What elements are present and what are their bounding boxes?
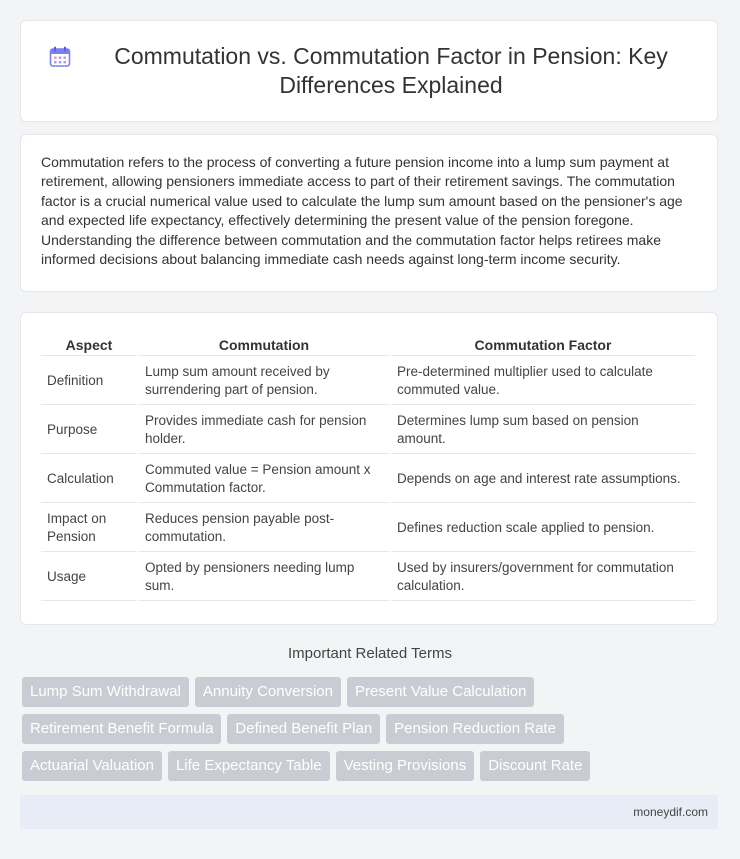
row-commutation-factor: Determines lump sum based on pension amount. xyxy=(391,407,695,454)
related-term-tag[interactable]: Defined Benefit Plan xyxy=(227,714,380,744)
row-commutation-factor: Defines reduction scale applied to pension. xyxy=(391,505,695,552)
header-commutation-factor: Commutation Factor xyxy=(391,333,695,356)
comparison-table xyxy=(39,331,697,603)
row-commutation-factor: Pre-determined multiplier used to calculate commuted value. xyxy=(391,358,695,405)
table-row xyxy=(41,554,695,601)
row-commutation: Commuted value = Pension amount x Commutation factor. xyxy=(139,456,389,503)
related-term-tag[interactable]: Annuity Conversion xyxy=(195,677,341,707)
related-terms-heading: Important Related Terms xyxy=(288,645,452,662)
row-commutation: Provides immediate cash for pension holder. xyxy=(139,407,389,454)
row-aspect: Calculation xyxy=(41,456,137,503)
footer xyxy=(20,795,718,829)
row-aspect: Usage xyxy=(41,554,137,601)
related-terms-list xyxy=(22,677,702,781)
row-aspect: Definition xyxy=(41,358,137,405)
calendar-icon xyxy=(49,46,71,68)
related-term-tag[interactable]: Actuarial Valuation xyxy=(22,751,162,781)
related-term-tag[interactable]: Present Value Calculation xyxy=(347,677,535,707)
related-term-tag[interactable]: Discount Rate xyxy=(480,751,590,781)
table-row xyxy=(41,407,695,454)
table-row xyxy=(41,358,695,405)
related-term-tag[interactable]: Lump Sum Withdrawal xyxy=(22,677,189,707)
row-commutation: Reduces pension payable post-commutation. xyxy=(139,505,389,552)
title-card xyxy=(20,20,718,122)
page-title: Commutation vs. Commutation Factor in Pension: Key Differences Explained xyxy=(114,43,668,98)
header-commutation: Commutation xyxy=(139,333,389,356)
row-commutation: Opted by pensioners needing lump sum. xyxy=(139,554,389,601)
intro-paragraph: Commutation refers to the process of converting a future pension income into a lump sum payment at retirement, allowing pensioners immediate access to part of their retirement savings. The commutation factor is a crucial numerical value used to calculate the lump sum amount based on the pensioner's age and expected life expectancy, effectively determining the present value of the pension foregone. Understanding the difference between commutation and the commutation factor helps retirees make informed decisions about balancing immediate cash needs against long-term income security. xyxy=(41,154,683,268)
related-term-tag[interactable]: Life Expectancy Table xyxy=(168,751,330,781)
row-commutation: Lump sum amount received by surrendering part of pension. xyxy=(139,358,389,405)
comparison-card xyxy=(20,312,718,625)
table-row xyxy=(41,456,695,503)
row-aspect: Purpose xyxy=(41,407,137,454)
intro-card xyxy=(20,134,718,292)
row-aspect: Impact on Pension xyxy=(41,505,137,552)
table-row xyxy=(41,505,695,552)
table-header-row xyxy=(41,333,695,356)
related-term-tag[interactable]: Vesting Provisions xyxy=(336,751,475,781)
related-term-tag[interactable]: Pension Reduction Rate xyxy=(386,714,564,744)
row-commutation-factor: Used by insurers/government for commutation calculation. xyxy=(391,554,695,601)
header-aspect: Aspect xyxy=(41,333,137,356)
row-commutation-factor: Depends on age and interest rate assumptions. xyxy=(391,456,695,503)
related-term-tag[interactable]: Retirement Benefit Formula xyxy=(22,714,221,744)
footer-site-link[interactable]: moneydif.com xyxy=(633,805,708,819)
title-wrap xyxy=(49,42,689,100)
